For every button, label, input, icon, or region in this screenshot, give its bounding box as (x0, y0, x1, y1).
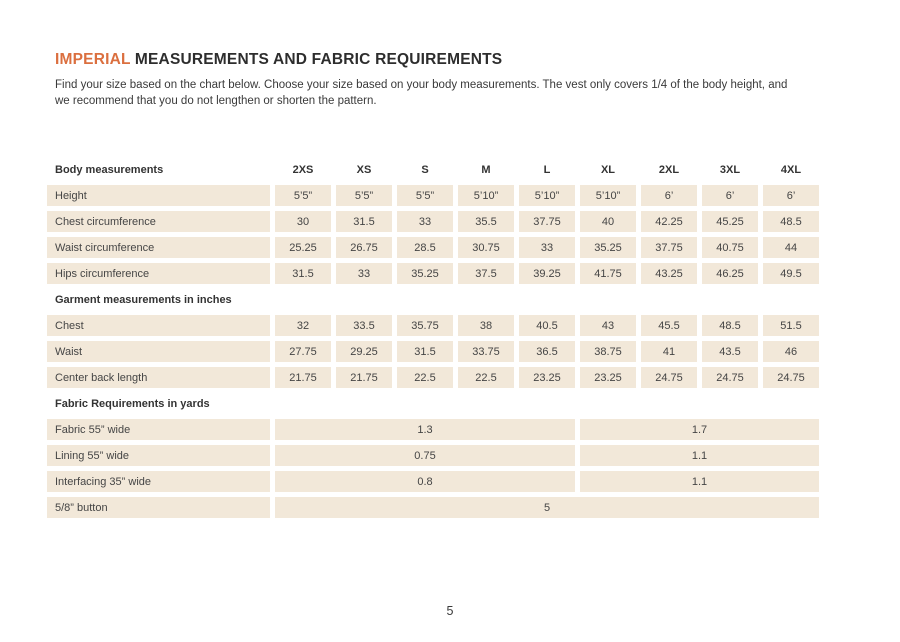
value-cell: 38 (458, 315, 514, 336)
table-row (47, 471, 819, 492)
merged-value-cell: 0.75 (275, 445, 575, 466)
value-cell: 37.5 (458, 263, 514, 284)
value-cell: 25.25 (275, 237, 331, 258)
value-cell: 43 (580, 315, 636, 336)
value-cell: 28.5 (397, 237, 453, 258)
value-cell: 5’5” (336, 185, 392, 206)
value-cell: 33 (397, 211, 453, 232)
value-cell: 37.75 (641, 237, 697, 258)
value-cell: 35.75 (397, 315, 453, 336)
row-label: Chest (47, 315, 270, 336)
value-cell: 41 (641, 341, 697, 362)
value-cell: 45.25 (702, 211, 758, 232)
size-table (47, 156, 819, 523)
table-row (47, 237, 819, 258)
section-header-row (47, 159, 819, 180)
size-column-header: XL (600, 163, 616, 176)
section-header-row (47, 289, 819, 310)
value-cell: 38.75 (580, 341, 636, 362)
row-label: 5/8” button (47, 497, 270, 518)
value-cell: 46 (763, 341, 819, 362)
value-cell: 43.25 (641, 263, 697, 284)
page-title-text: MEASUREMENTS AND FABRIC REQUIREMENTS (130, 51, 503, 68)
value-cell: 31.5 (336, 211, 392, 232)
value-cell: 22.5 (458, 367, 514, 388)
value-cell: 35.5 (458, 211, 514, 232)
value-cell: 5’10” (519, 185, 575, 206)
table-row (47, 341, 819, 362)
value-cell: 5’10” (580, 185, 636, 206)
merged-value-cell: 1.1 (580, 445, 819, 466)
table-row (47, 367, 819, 388)
value-cell: 26.75 (336, 237, 392, 258)
intro-paragraph: Find your size based on the chart below. Choose your size based on your body measurements. The vest only covers 1/4 of the body height, and we recommend that you do not lengthen or shorten the pattern. (55, 79, 788, 107)
table-row (47, 315, 819, 336)
value-cell: 23.25 (580, 367, 636, 388)
value-cell: 6’ (702, 185, 758, 206)
value-cell: 23.25 (519, 367, 575, 388)
value-cell: 21.75 (336, 367, 392, 388)
value-cell: 42.25 (641, 211, 697, 232)
row-label: Interfacing 35” wide (47, 471, 270, 492)
value-cell: 32 (275, 315, 331, 336)
size-column-header: 2XL (658, 163, 680, 176)
row-label: Chest circumference (47, 211, 270, 232)
section-header-label: Body measurements (55, 163, 164, 176)
value-cell: 30.75 (458, 237, 514, 258)
merged-value-cell: 1.7 (580, 419, 819, 440)
row-label: Height (47, 185, 270, 206)
row-label: Lining 55” wide (47, 445, 270, 466)
value-cell: 45.5 (641, 315, 697, 336)
page-title-accent: IMPERIAL (55, 51, 131, 68)
value-cell: 31.5 (275, 263, 331, 284)
value-cell: 33 (336, 263, 392, 284)
section-header-label: Fabric Requirements in yards (55, 397, 210, 410)
page-number: 5 (446, 604, 454, 618)
value-cell: 24.75 (641, 367, 697, 388)
value-cell: 40 (580, 211, 636, 232)
value-cell: 24.75 (702, 367, 758, 388)
row-label: Hips circumference (47, 263, 270, 284)
value-cell: 22.5 (397, 367, 453, 388)
value-cell: 44 (763, 237, 819, 258)
value-cell: 24.75 (763, 367, 819, 388)
value-cell: 36.5 (519, 341, 575, 362)
size-column-header: 3XL (719, 163, 741, 176)
table-row (47, 211, 819, 232)
value-cell: 48.5 (763, 211, 819, 232)
row-label: Waist (47, 341, 270, 362)
size-column-header: 4XL (780, 163, 802, 176)
value-cell: 33 (519, 237, 575, 258)
value-cell: 31.5 (397, 341, 453, 362)
value-cell: 48.5 (702, 315, 758, 336)
value-cell: 43.5 (702, 341, 758, 362)
value-cell: 35.25 (397, 263, 453, 284)
table-row (47, 497, 819, 518)
page-title (55, 51, 502, 69)
size-column-header: 2XS (292, 163, 314, 176)
merged-value-cell: 1.3 (275, 419, 575, 440)
table-row (47, 445, 819, 466)
value-cell: 6’ (641, 185, 697, 206)
row-label: Center back length (47, 367, 270, 388)
value-cell: 5’5” (397, 185, 453, 206)
value-cell: 27.75 (275, 341, 331, 362)
value-cell: 21.75 (275, 367, 331, 388)
value-cell: 37.75 (519, 211, 575, 232)
size-column-header: S (421, 163, 429, 176)
value-cell: 35.25 (580, 237, 636, 258)
value-cell: 33.5 (336, 315, 392, 336)
size-column-header: XS (356, 163, 372, 176)
table-row (47, 419, 819, 440)
row-label: Fabric 55” wide (47, 419, 270, 440)
value-cell: 46.25 (702, 263, 758, 284)
table-row (47, 185, 819, 206)
table-row (47, 263, 819, 284)
value-cell: 5’10” (458, 185, 514, 206)
value-cell: 33.75 (458, 341, 514, 362)
value-cell: 49.5 (763, 263, 819, 284)
section-header-label: Garment measurements in inches (55, 293, 232, 306)
value-cell: 29.25 (336, 341, 392, 362)
section-header-row (47, 393, 819, 414)
merged-value-cell: 0.8 (275, 471, 575, 492)
value-cell: 30 (275, 211, 331, 232)
value-cell: 6’ (763, 185, 819, 206)
merged-value-cell: 1.1 (580, 471, 819, 492)
value-cell: 41.75 (580, 263, 636, 284)
size-column-header: M (481, 163, 491, 176)
value-cell: 51.5 (763, 315, 819, 336)
value-cell: 39.25 (519, 263, 575, 284)
merged-value-cell: 5 (275, 497, 819, 518)
row-label: Waist circumference (47, 237, 270, 258)
size-column-header: L (543, 163, 551, 176)
value-cell: 40.75 (702, 237, 758, 258)
value-cell: 5’5” (275, 185, 331, 206)
value-cell: 40.5 (519, 315, 575, 336)
